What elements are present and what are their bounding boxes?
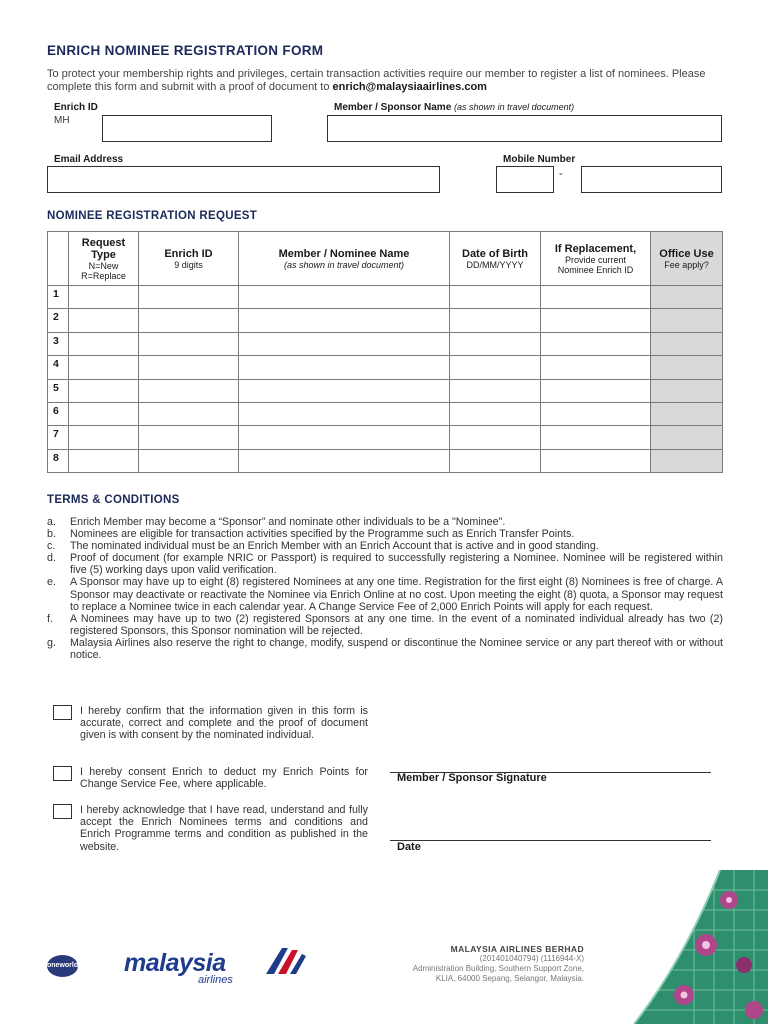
nominee-name-cell[interactable]: [239, 449, 450, 472]
mobile-prefix-input[interactable]: [496, 166, 554, 193]
replacement-id-cell[interactable]: [541, 356, 651, 379]
dob-cell[interactable]: [450, 379, 541, 402]
date-label: Date: [397, 841, 421, 853]
enrich-id-label: Enrich ID: [54, 102, 98, 113]
office-use-cell: [651, 379, 723, 402]
table-row: [48, 379, 723, 402]
date-line[interactable]: [390, 840, 711, 841]
nominee-name-cell[interactable]: [239, 379, 450, 402]
col-row-number: [48, 232, 69, 286]
email-input[interactable]: [47, 166, 440, 193]
dob-cell[interactable]: [450, 426, 541, 449]
nominee-name-cell[interactable]: [239, 309, 450, 332]
table-row: [48, 356, 723, 379]
acknowledge-terms-text: I hereby acknowledge that I have read, understand and fully accept the Enrich Nominees terms and conditions and Enrich Programme terms and condition as published in the website.: [80, 804, 368, 853]
terms-title: TERMS & CONDITIONS: [47, 494, 180, 506]
dob-cell[interactable]: [450, 449, 541, 472]
signature-label: Member / Sponsor Signature: [397, 772, 547, 784]
office-use-cell: [651, 402, 723, 425]
table-row: [48, 402, 723, 425]
company-name: MALAYSIA AIRLINES BERHAD: [450, 944, 584, 954]
oneworld-logo: oneworld: [47, 955, 78, 977]
request-type-cell[interactable]: [69, 402, 139, 425]
company-info: [413, 944, 584, 984]
col-office-use: Office Use Fee apply?: [651, 232, 723, 286]
table-row: [48, 332, 723, 355]
confirm-info-text: I hereby confirm that the information given in this form is accurate, correct and complete and the proof of document given is with consent by the nominated individual.: [80, 705, 368, 742]
col-date-of-birth: Date of Birth DD/MM/YYYY: [450, 232, 541, 286]
list-item: e. A Sponsor may have up to eight (8) registered Nominees at any one time. Registration for the first eight (8) Nominees is free of charge. A Sponsor may deactivate or reactivate the Nominee via Enrich Online at no cost. Upon meeting the eight (8) quota, a Sponsor may request to replace a Nominee twice in each calendar year. A Change Service Fee of 2,000 Enrich Points will apply for each request.: [47, 576, 723, 613]
enrich-id-cell[interactable]: [139, 402, 239, 425]
mobile-number-input[interactable]: [581, 166, 722, 193]
replacement-id-cell[interactable]: [541, 309, 651, 332]
enrich-id-cell[interactable]: [139, 379, 239, 402]
replacement-id-cell[interactable]: [541, 379, 651, 402]
table-header-row: [48, 232, 723, 286]
replacement-id-cell[interactable]: [541, 402, 651, 425]
company-address-1: Administration Building, Southern Support Zone,: [412, 964, 584, 973]
list-item: d. Proof of document (for example NRIC or Passport) is required to successfully registering a Nominee. Nominee will be registered within five (5) working days upon valid verification.: [47, 552, 723, 577]
enrich-id-cell[interactable]: [139, 286, 239, 309]
request-type-cell[interactable]: [69, 332, 139, 355]
list-item: a. Enrich Member may become a “Sponsor” and nominate other individuals to be a "Nominee".: [47, 516, 506, 528]
dob-cell[interactable]: [450, 356, 541, 379]
company-reg: (201401040794) (1116944-X): [479, 954, 584, 963]
confirm-info-checkbox[interactable]: [53, 705, 72, 720]
batik-pattern-decoration: [594, 870, 768, 1024]
member-name-label: Member / Sponsor Name (as shown in travel document): [334, 102, 575, 113]
member-name-input[interactable]: [327, 115, 722, 142]
nominee-name-cell[interactable]: [239, 356, 450, 379]
email-link[interactable]: enrich@malaysiaairlines.com: [332, 81, 487, 93]
malaysia-airlines-logo-text: malaysia: [124, 949, 226, 977]
consent-fee-text: I hereby consent Enrich to deduct my Enrich Points for Change Service Fee, where applicable.: [80, 766, 368, 791]
request-type-cell[interactable]: [69, 356, 139, 379]
list-item: c. The nominated individual must be an Enrich Member with an Enrich Account that is active and in good standing.: [47, 540, 599, 553]
mobile-label: Mobile Number: [503, 154, 576, 165]
request-type-cell[interactable]: [69, 426, 139, 449]
request-type-cell[interactable]: [69, 449, 139, 472]
nominee-name-cell[interactable]: [239, 332, 450, 355]
enrich-id-cell[interactable]: [139, 309, 239, 332]
office-use-cell: [651, 309, 723, 332]
list-item: g. Malaysia Airlines also reserve the right to change, modify, suspend or discontinue the Nominee service or any part thereof with or without notice.: [47, 636, 723, 662]
replacement-id-cell[interactable]: [541, 332, 651, 355]
office-use-cell: [651, 356, 723, 379]
table-row: [48, 449, 723, 472]
col-replacement: If Replacement, Provide current Nominee Enrich ID: [541, 232, 651, 286]
enrich-id-cell[interactable]: [139, 332, 239, 355]
office-use-cell: [651, 426, 723, 449]
enrich-id-cell[interactable]: [139, 449, 239, 472]
row-number: 5: [48, 379, 69, 402]
replacement-id-cell[interactable]: [541, 286, 651, 309]
row-number: 8: [48, 449, 69, 472]
dob-cell[interactable]: [450, 286, 541, 309]
nominee-name-cell[interactable]: [239, 286, 450, 309]
office-use-cell: [651, 286, 723, 309]
terms-list: [47, 516, 723, 661]
list-item: b. Nominees are eligible for transaction activities specified by the Programme such as Enrich Transfer Points.: [47, 528, 575, 541]
email-label: Email Address: [54, 154, 124, 165]
row-number: 6: [48, 402, 69, 425]
acknowledge-terms-checkbox[interactable]: [53, 804, 72, 819]
enrich-id-input[interactable]: [102, 115, 272, 142]
consent-fee-checkbox[interactable]: [53, 766, 72, 781]
malaysia-airlines-logo-sub: airlines: [198, 974, 233, 986]
office-use-cell: [651, 332, 723, 355]
table-row: [48, 426, 723, 449]
form-intro: To protect your membership rights and privileges, certain transaction activities require our member to register a list of nominees. Please complete this form and submit with a proof of document to enrich@malaysiaairlines.com: [47, 68, 706, 93]
request-type-cell[interactable]: [69, 309, 139, 332]
col-request-type: Request Type N=New R=Replace: [69, 232, 139, 286]
row-number: 3: [48, 332, 69, 355]
table-row: [48, 286, 723, 309]
replacement-id-cell[interactable]: [541, 449, 651, 472]
enrich-id-prefix: MH: [54, 115, 70, 126]
row-number: 2: [48, 309, 69, 332]
nominee-name-cell[interactable]: [239, 402, 450, 425]
company-address-2: KLIA, 64000 Sepang, Selangor, Malaysia.: [435, 974, 584, 983]
kite-logo-icon: [262, 944, 308, 976]
request-type-cell[interactable]: [69, 379, 139, 402]
dob-cell[interactable]: [450, 402, 541, 425]
row-number: 1: [48, 286, 69, 309]
col-enrich-id: Enrich ID 9 digits: [139, 232, 239, 286]
nominee-section-title: NOMINEE REGISTRATION REQUEST: [47, 210, 258, 222]
row-number: 7: [48, 426, 69, 449]
form-title: ENRICH NOMINEE REGISTRATION FORM: [47, 43, 324, 58]
enrich-id-cell[interactable]: [139, 356, 239, 379]
replacement-id-cell[interactable]: [541, 426, 651, 449]
dob-cell[interactable]: [450, 309, 541, 332]
office-use-cell: [651, 449, 723, 472]
nominee-name-cell[interactable]: [239, 426, 450, 449]
list-item: f. A Nominees may have up to two (2) registered Sponsors at any one time. In the event of a nominated individual already has two (2) registered Sponsors, this Sponsor nomination will be rejected.: [47, 612, 723, 637]
dob-cell[interactable]: [450, 332, 541, 355]
row-number: 4: [48, 356, 69, 379]
col-nominee-name: Member / Nominee Name (as shown in travel document): [239, 232, 450, 286]
table-row: [48, 309, 723, 332]
enrich-id-cell[interactable]: [139, 426, 239, 449]
nominee-table: [47, 231, 723, 473]
mobile-separator: -: [559, 168, 563, 180]
request-type-cell[interactable]: [69, 286, 139, 309]
